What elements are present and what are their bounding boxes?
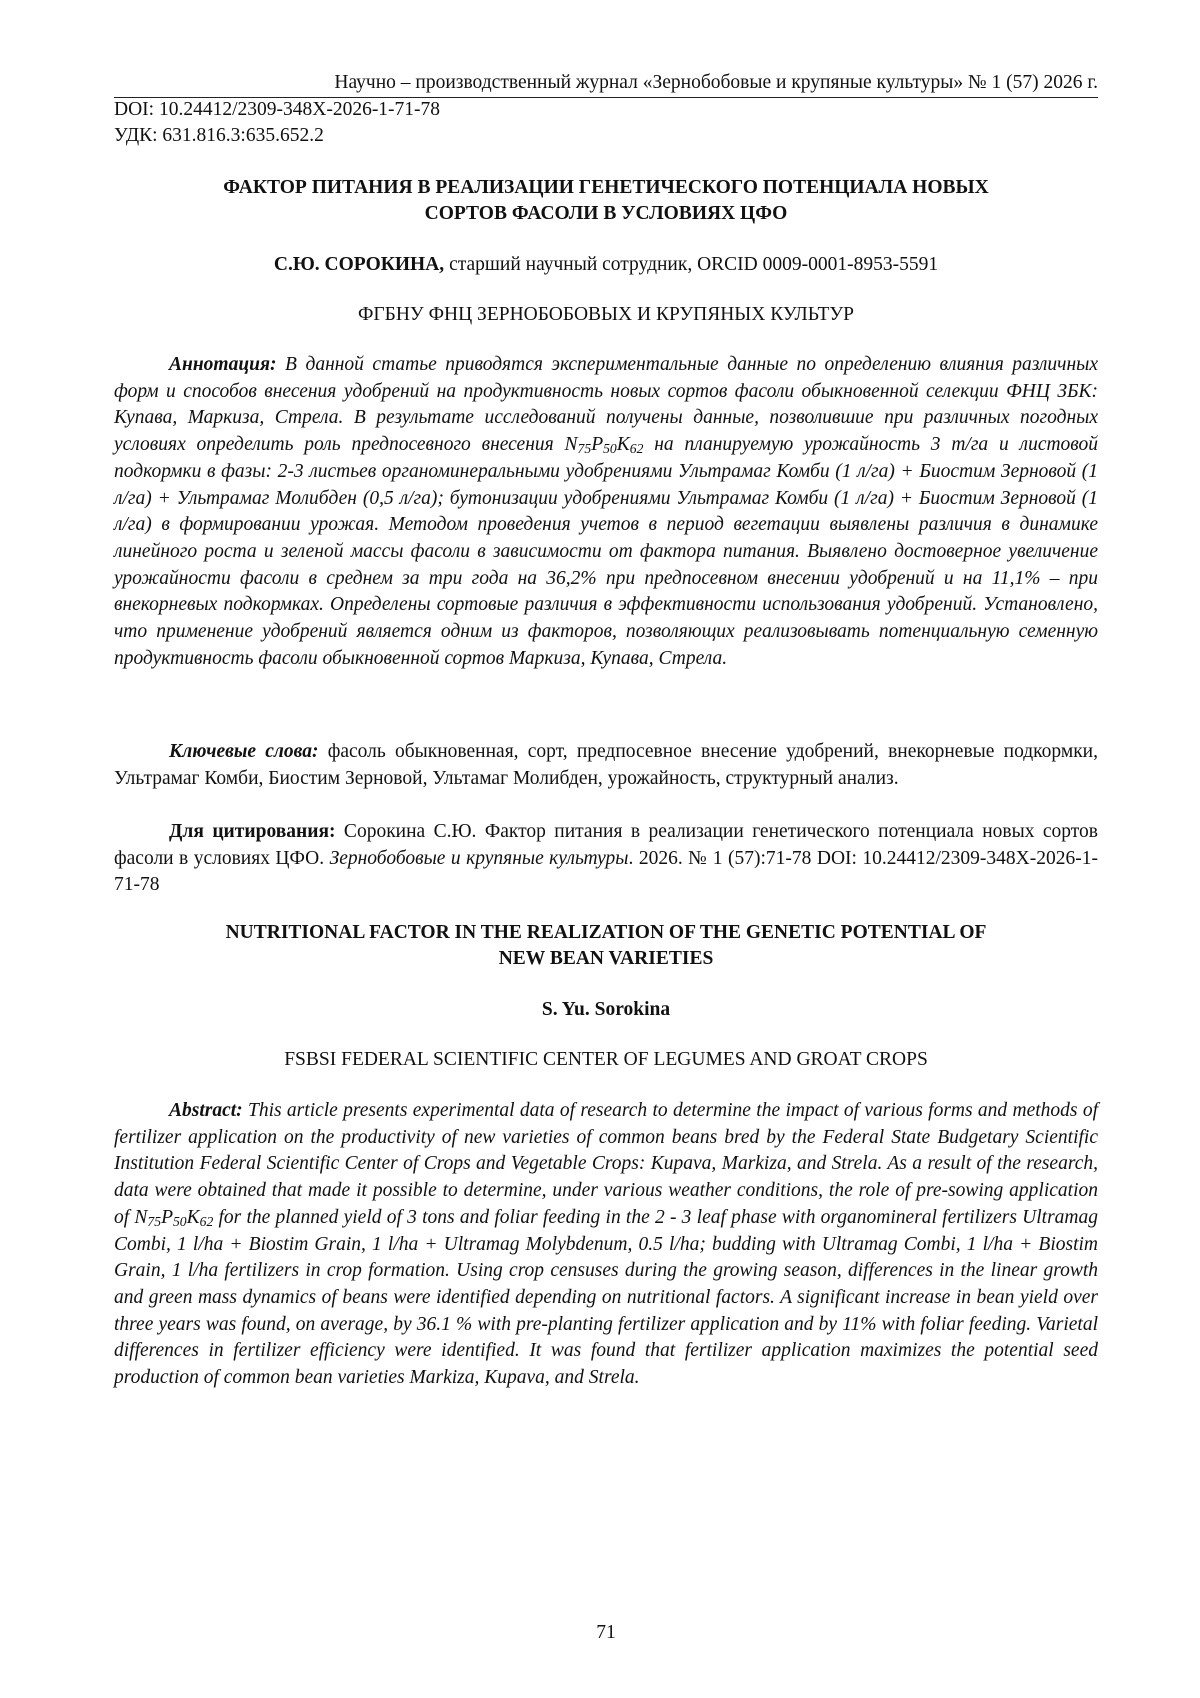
- running-header: Научно – производственный журнал «Зернобобовые и крупяные культуры» № 1 (57) 2026 г.: [114, 70, 1098, 98]
- ru-keywords-text: фасоль обыкновенная, сорт, предпосевное внесение удобрений, внекорневые подкормки, Ультрамаг Комби, Биостим Зерновой, Ультамаг Молибден, урожайность, структурный анализ.: [114, 741, 1098, 789]
- en-author: S. Yu. Sorokina: [541, 999, 671, 1020]
- ru-author-line: [114, 252, 1098, 278]
- en-abstract: [114, 1098, 1098, 1392]
- ru-citation-text-b: . 2026. № 1 (57):71-78 DOI: 10.24412/2309-348X-2026-1-71-78: [114, 847, 1098, 896]
- ru-title: [114, 175, 1098, 227]
- ru-author-name: С.Ю. СОРОКИНА,: [273, 254, 445, 275]
- en-title-line1: NUTRITIONAL FACTOR IN THE REALIZATION OF THE GENETIC POTENTIAL OF: [225, 922, 987, 943]
- ru-abstract: [114, 352, 1098, 672]
- ru-author-role: старший научный сотрудник, ORCID 0009-0001-8953-5591: [444, 254, 939, 275]
- en-title-line2: NEW BEAN VARIETIES: [498, 948, 714, 969]
- en-abstract-label: Abstract:: [169, 1100, 243, 1121]
- ru-citation-label: Для цитирования:: [169, 821, 336, 842]
- ru-keywords-label: Ключевые слова:: [169, 741, 319, 762]
- ru-institution: ФГБНУ ФНЦ ЗЕРНОБОБОВЫХ И КРУПЯНЫХ КУЛЬТУР: [357, 304, 855, 325]
- ru-abstract-text-b: на планируемую урожайность 3 т/га и листовой подкормки в фазы: 2-3 листьев органоминеральными удобрениями Ультрамаг Комби (1 л/га) + Биостим Зерновой (1 л/га) + Ультрамаг Молибден (0,5 л/га); бутонизации удобрениями Ультрамаг Комби (1 л/га) + Биостим Зерновой (1 л/га) в формировании урожая. Методом проведения учетов в период вегетации выявлены различия в динамике линейного роста и зеленой массы фасоли в зависимости от фактора питания. Выявлено достоверное увеличение урожайности фасоли в среднем за три года на 36,2% при предпосевном внесении удобрений и на 11,1% – при внекорневых подкормках. Определены сортовые различия в эффективности использования удобрений. Установлено, что применение удобрений является одним из факторов, позволяющих реализовывать потенциальную семенную продуктивность фасоли обыкновенной сортов Маркиза, Купава, Стрела.: [114, 434, 1099, 669]
- en-abstract-text-b: for the planned yield of 3 tons and foliar feeding in the 2 - 3 leaf phase with organomineral fertilizers Ultramag Combi, 1 l/ha + Biostim Grain, 1 l/ha + Ultramag Molybdenum, 0.5 l/ha; budding with Ultramag Combi, 1 l/ha + Biostim Grain, 1 l/ha fertilizers in crop formation. Using crop censuses during the growing season, differences in the linear growth and green mass dynamics of beans were identified depending on nutritional factors. A significant increase in bean yield over three years was found, on average, by 36.1 % with pre-planting fertilizer application and by 11% with foliar feeding. Varietal differences in fertilizer efficiency were identified. It was found that fertilizer application maximizes the potential seed production of common bean varieties Markiza, Kupava, and Strela.: [114, 1206, 1099, 1389]
- ru-title-line2: СОРТОВ ФАСОЛИ В УСЛОВИЯХ ЦФО: [424, 203, 788, 224]
- en-institution: FSBSI FEDERAL SCIENTIFIC CENTER OF LEGUMES AND GROAT CROPS: [284, 1049, 928, 1070]
- en-title: [114, 920, 1098, 972]
- udk-line: УДК: 631.816.3:635.652.2: [114, 125, 324, 146]
- doi-line: DOI: 10.24412/2309-348X-2026-1-71-78: [114, 99, 441, 120]
- npk-formula: $N_{75}P_{50}K_{62}$: [564, 434, 644, 457]
- ru-abstract-text-a: В данной статье приводятся экспериментальные данные по определению влияния различных форм и способов внесения удобрений на продуктивность новых сортов фасоли обыкновенной селекции ФНЦ ЗБК: Купава, Маркиза, Стрела. В результате исследований получены данные, позволившие при различных погодных условиях определить роль предпосевного внесения: [114, 354, 1098, 456]
- ru-citation-journal: Зернобобовые и крупяные культуры: [329, 847, 629, 869]
- ru-citation-text-a: Сорокина С.Ю. Фактор питания в реализации генетического потенциала новых сортов фасоли в условиях ЦФО.: [114, 821, 1098, 869]
- ru-keywords: [114, 739, 1098, 792]
- ru-abstract-label: Аннотация:: [169, 354, 277, 375]
- npk-formula-en: $N_{75}P_{50}K_{62}$: [134, 1206, 214, 1229]
- ru-citation: [114, 819, 1098, 899]
- en-abstract-text-a: This article presents experimental data of research to determine the impact of various forms and methods of fertilizer application on the productivity of new varieties of common beans bred by the Federal State Budgetary Scientific Institution Federal Scientific Center of Crops and Vegetable Crops: Kupava, Markiza, and Strela. As a result of the research, data were obtained that made it possible to determine, under various weather conditions, the role of pre-sowing application of: [114, 1100, 1098, 1228]
- ru-title-line1: ФАКТОР ПИТАНИЯ В РЕАЛИЗАЦИИ ГЕНЕТИЧЕСКОГО ПОТЕНЦИАЛА НОВЫХ: [223, 177, 989, 198]
- page-number: 71: [596, 1622, 616, 1643]
